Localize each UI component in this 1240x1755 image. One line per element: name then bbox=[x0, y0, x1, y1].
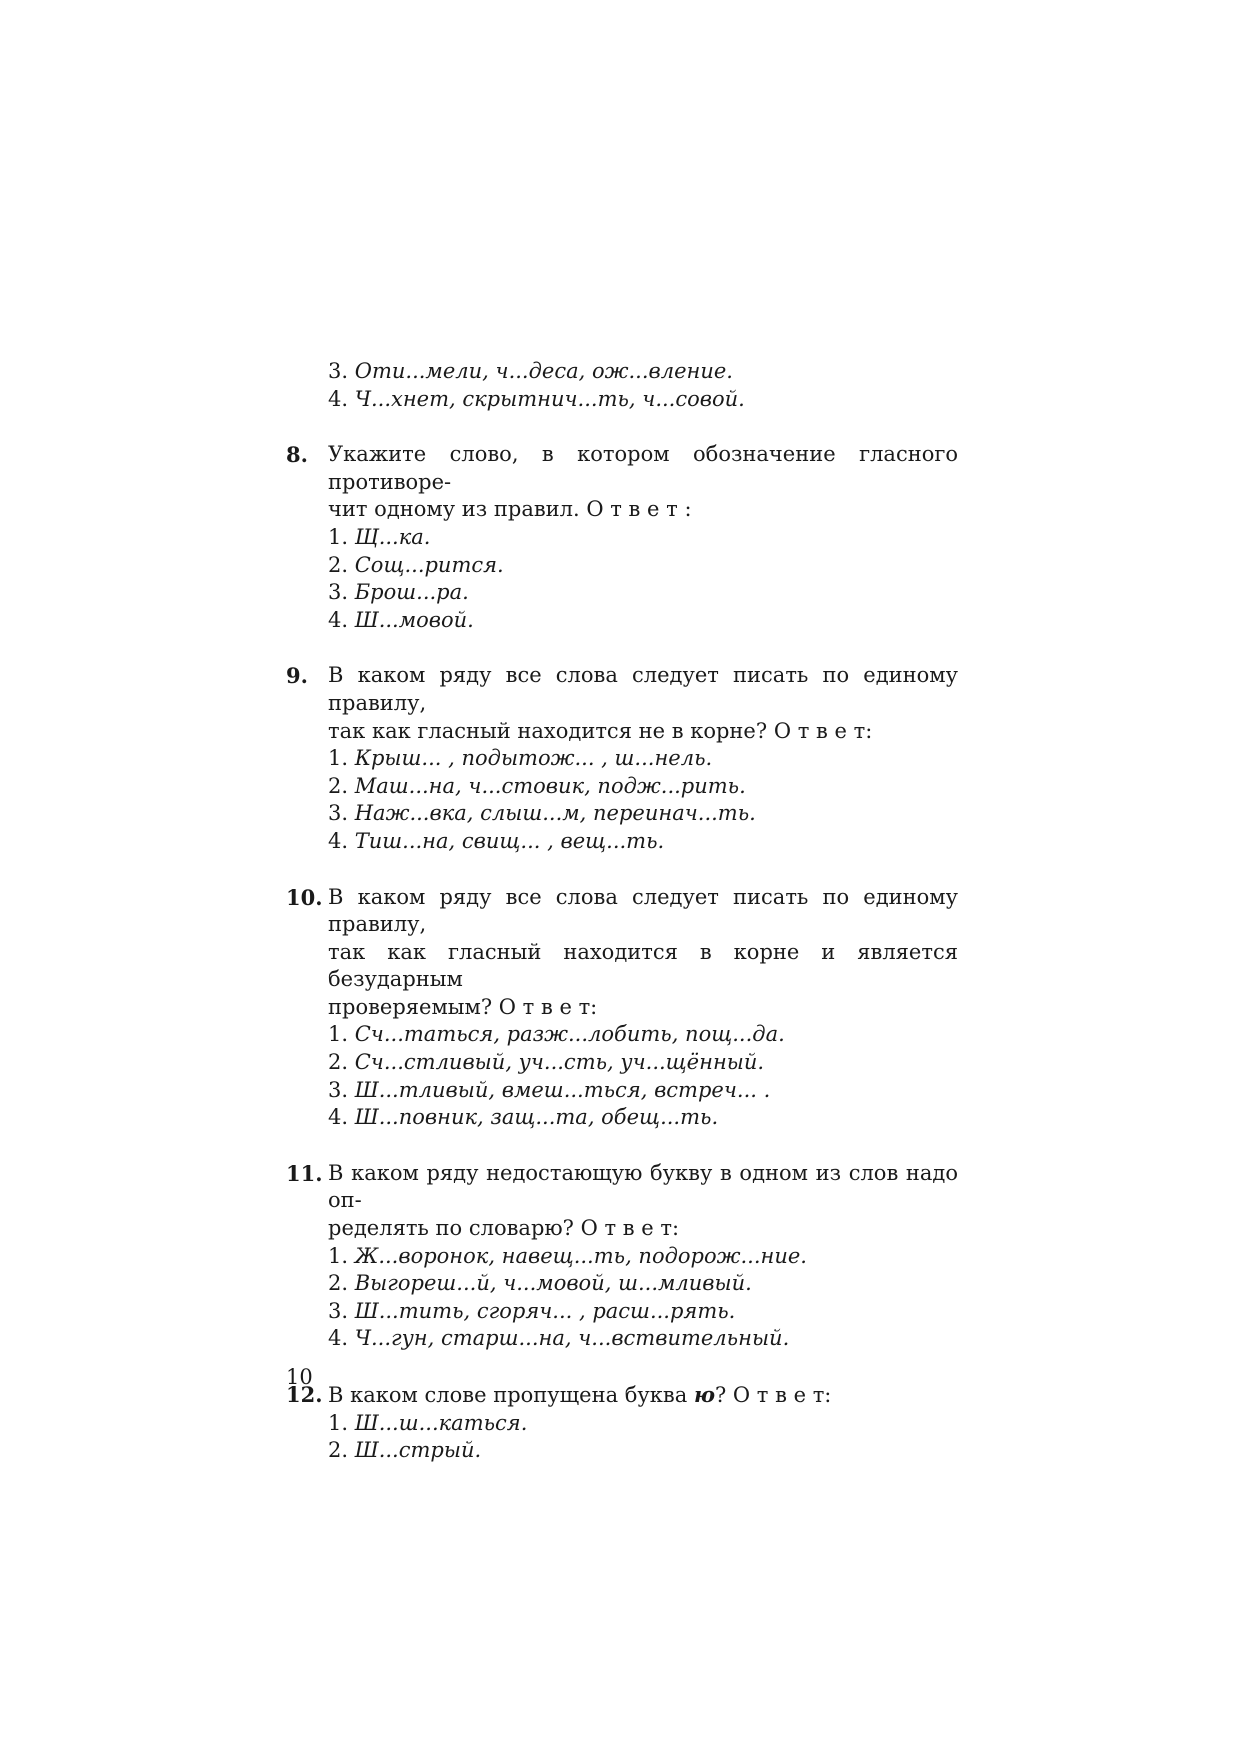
option-item bbox=[328, 1325, 958, 1353]
target-letter: ю bbox=[693, 1382, 715, 1407]
question-text: В каком слове пропущена буква bbox=[328, 1383, 688, 1407]
option-text: Сощ...рится. bbox=[354, 552, 504, 577]
option-number: 1. bbox=[328, 746, 349, 771]
option-number: 2. bbox=[328, 773, 349, 798]
task-number: 9. bbox=[286, 663, 308, 689]
option-item bbox=[286, 386, 958, 414]
option-item bbox=[328, 1437, 958, 1465]
option-number: 4. bbox=[328, 607, 349, 632]
option-number: 1. bbox=[328, 1410, 349, 1435]
option-text: Ч...хнет, скрытнич...ть, ч...совой. bbox=[354, 386, 745, 411]
option-text: Щ...ка. bbox=[354, 524, 431, 549]
option-item bbox=[328, 1298, 958, 1326]
option-text: Ш...ш...каться. bbox=[354, 1410, 528, 1435]
option-text: Тиш...на, свищ... , вещ...ть. bbox=[354, 828, 665, 853]
option-item bbox=[328, 1049, 958, 1077]
option-number: 2. bbox=[328, 552, 349, 577]
question-line: так как гласный находится в корне и является безударным bbox=[328, 939, 958, 992]
option-number: 4. bbox=[328, 1105, 349, 1130]
task-question bbox=[328, 441, 958, 524]
task-number: 8. bbox=[286, 442, 308, 468]
task-question bbox=[328, 884, 958, 1022]
option-item bbox=[328, 1410, 958, 1438]
option-text: Ш...повник, защ...та, обещ...ть. bbox=[354, 1105, 719, 1130]
option-number: 1. bbox=[328, 1022, 349, 1047]
question-text: проверяемым? bbox=[328, 994, 493, 1019]
option-number: 3. bbox=[328, 359, 349, 383]
option-item bbox=[328, 1270, 958, 1298]
question-line: В каком слове пропущена буква ю? О т в е т: bbox=[328, 1382, 832, 1407]
page-content bbox=[286, 358, 958, 1465]
option-item bbox=[328, 773, 958, 801]
question-line bbox=[328, 994, 958, 1022]
option-number: 4. bbox=[328, 828, 349, 853]
option-text: Оти...мели, ч...деса, ож...вление. bbox=[354, 359, 733, 383]
question-line: В каком ряду недостающую букву в одном из слов надо оп- bbox=[328, 1160, 958, 1213]
option-text: Сч...таться, разж...лобить, пощ...да. bbox=[354, 1022, 785, 1047]
answer-label: О т в е т : bbox=[586, 497, 692, 522]
option-text: Ш...мовой. bbox=[354, 607, 474, 632]
option-number: 3. bbox=[328, 1298, 349, 1323]
option-number: 2. bbox=[328, 1271, 349, 1296]
option-number: 3. bbox=[328, 1077, 349, 1102]
question-line bbox=[328, 1215, 958, 1243]
task-number: 12. bbox=[286, 1382, 323, 1407]
task-9 bbox=[286, 662, 958, 855]
question-line bbox=[328, 718, 958, 746]
task-10 bbox=[286, 884, 958, 1132]
option-item bbox=[328, 745, 958, 773]
question-line: В каком ряду все слова следует писать по единому правилу, bbox=[328, 663, 958, 715]
question-text: чит одному из правил. bbox=[328, 497, 580, 522]
answer-label: О т в е т: bbox=[580, 1216, 680, 1241]
task-11 bbox=[286, 1160, 958, 1353]
task-question bbox=[328, 1381, 958, 1410]
option-text: Ж...воронок, навещ...ть, подорож...ние. bbox=[354, 1243, 807, 1268]
answer-label: О т в е т: bbox=[732, 1383, 832, 1407]
option-item bbox=[328, 579, 958, 607]
task-number: 11. bbox=[286, 1160, 323, 1186]
option-text: Ч...гун, старш...на, ч...вствительный. bbox=[354, 1326, 790, 1351]
answer-label: О т в е т: bbox=[773, 718, 873, 743]
question-line: В каком ряду все слова следует писать по единому правилу, bbox=[328, 884, 958, 937]
option-item bbox=[328, 1021, 958, 1049]
option-text: Сч...стливый, уч...сть, уч...щённый. bbox=[354, 1050, 765, 1075]
option-text: Ш...тливый, вмеш...ться, встреч... . bbox=[354, 1077, 771, 1102]
option-text: Брош...ра. bbox=[354, 580, 469, 605]
option-item bbox=[328, 552, 958, 580]
option-item bbox=[328, 1243, 958, 1271]
option-number: 3. bbox=[328, 801, 349, 826]
task-question bbox=[328, 662, 958, 745]
option-text: Наж...вка, слыш...м, переинач...ть. bbox=[354, 801, 756, 826]
option-item bbox=[328, 800, 958, 828]
task-number: 10. bbox=[286, 884, 323, 910]
option-number: 4. bbox=[328, 1326, 349, 1351]
option-number: 3. bbox=[328, 580, 349, 605]
option-text: Крыш... , подытож... , ш...нель. bbox=[354, 746, 713, 771]
option-item bbox=[328, 524, 958, 552]
answer-label: О т в е т: bbox=[498, 994, 598, 1019]
option-number: 4. bbox=[328, 386, 349, 411]
option-number: 1. bbox=[328, 524, 349, 549]
option-text: Ш...стрый. bbox=[354, 1438, 482, 1463]
option-item bbox=[328, 828, 958, 856]
question-text: ределять по словарю? bbox=[328, 1216, 574, 1241]
carryover-options bbox=[286, 358, 958, 413]
option-text: Ш...тить, сгоряч... , расш...рять. bbox=[354, 1298, 736, 1323]
option-number: 2. bbox=[328, 1050, 349, 1075]
option-number: 1. bbox=[328, 1243, 349, 1268]
question-line: Укажите слово, в котором обозначение гласного противоре- bbox=[328, 442, 958, 494]
option-item bbox=[328, 607, 958, 635]
option-item bbox=[328, 1077, 958, 1105]
option-number: 2. bbox=[328, 1438, 349, 1463]
task-question bbox=[328, 1160, 958, 1243]
page-number: 10 bbox=[286, 1365, 313, 1389]
task-8 bbox=[286, 441, 958, 634]
option-item bbox=[328, 1104, 958, 1132]
option-item bbox=[286, 358, 958, 386]
task-12 bbox=[286, 1381, 958, 1465]
question-text: так как гласный находится не в корне? bbox=[328, 718, 768, 743]
option-text: Маш...на, ч...стовик, подж...рить. bbox=[354, 773, 746, 798]
question-line bbox=[328, 496, 958, 524]
option-text: Выгореш...й, ч...мовой, ш...мливый. bbox=[354, 1271, 752, 1296]
